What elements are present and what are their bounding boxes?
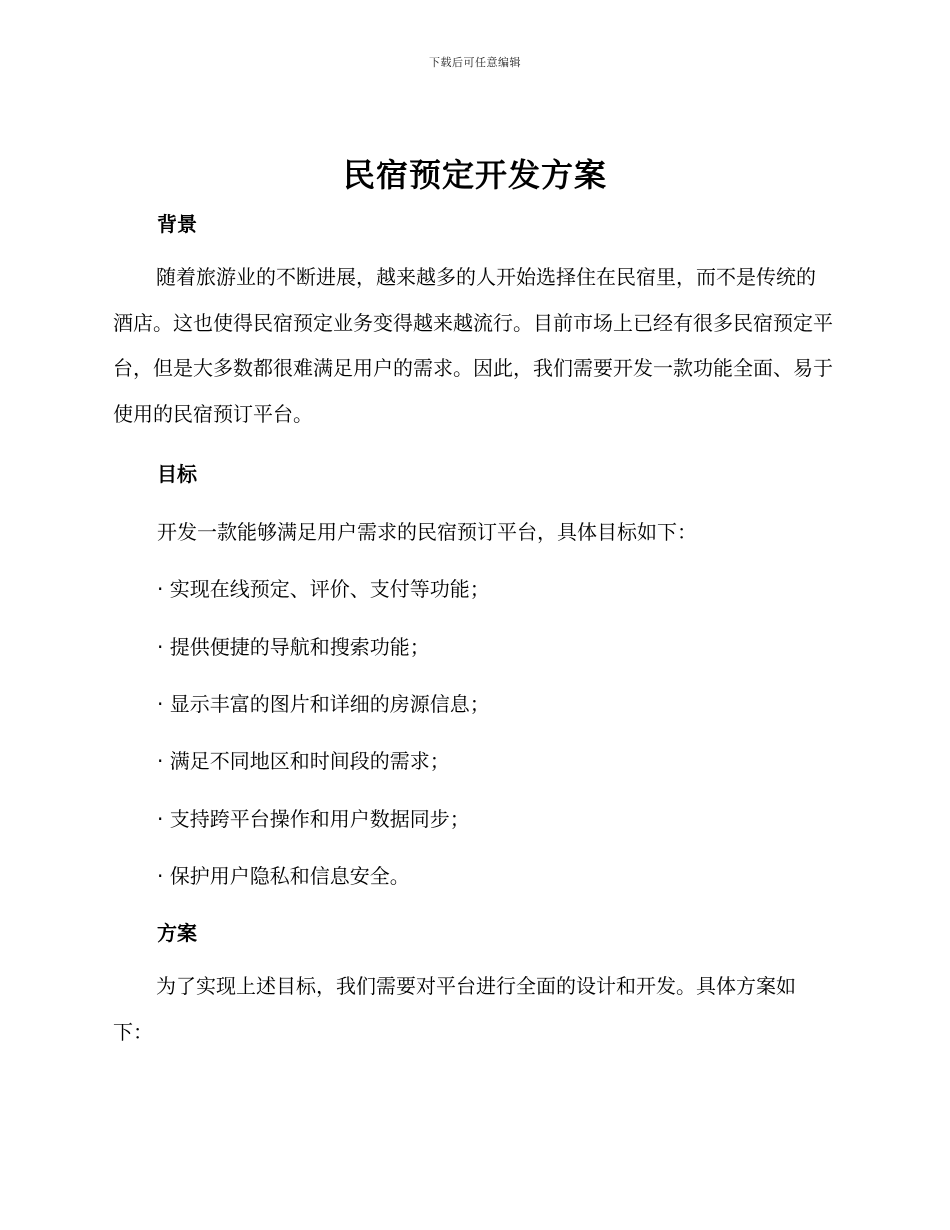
document-title: 民宿预定开发方案 bbox=[342, 156, 607, 194]
goal-item: · 满足不同地区和时间段的需求； bbox=[157, 749, 450, 773]
goal-item: · 实现在线预定、评价、支付等功能； bbox=[157, 577, 490, 601]
background-paragraph: 随着旅游业的不断进展，越来越多的人开始选择住在民宿里，而不是传统的酒店。这也使得民宿预定业务变得越来越流行。目前市场上已经有很多民宿预定平台，但是大多数都很难满足用户的需求。因此，我们需要开发一款功能全面、易于使用的民宿预订平台。 bbox=[113, 265, 833, 426]
goal-item: · 支持跨平台操作和用户数据同步； bbox=[157, 807, 470, 831]
goal-item: · 显示丰富的图片和详细的房源信息； bbox=[157, 692, 490, 716]
page-header-note: 下载后可任意编辑 bbox=[429, 56, 521, 69]
plan-paragraph: 为了实现上述目标，我们需要对平台进行全面的设计和开发。具体方案如下： bbox=[113, 974, 796, 1044]
section-heading-goals: 目标 bbox=[157, 462, 197, 486]
goal-item: · 提供便捷的导航和搜索功能； bbox=[157, 635, 430, 659]
section-heading-background: 背景 bbox=[157, 212, 197, 236]
goal-item: · 保护用户隐私和信息安全。 bbox=[157, 864, 410, 888]
goals-intro: 开发一款能够满足用户需求的民宿预订平台，具体目标如下： bbox=[157, 520, 697, 544]
section-heading-plan: 方案 bbox=[157, 921, 197, 945]
